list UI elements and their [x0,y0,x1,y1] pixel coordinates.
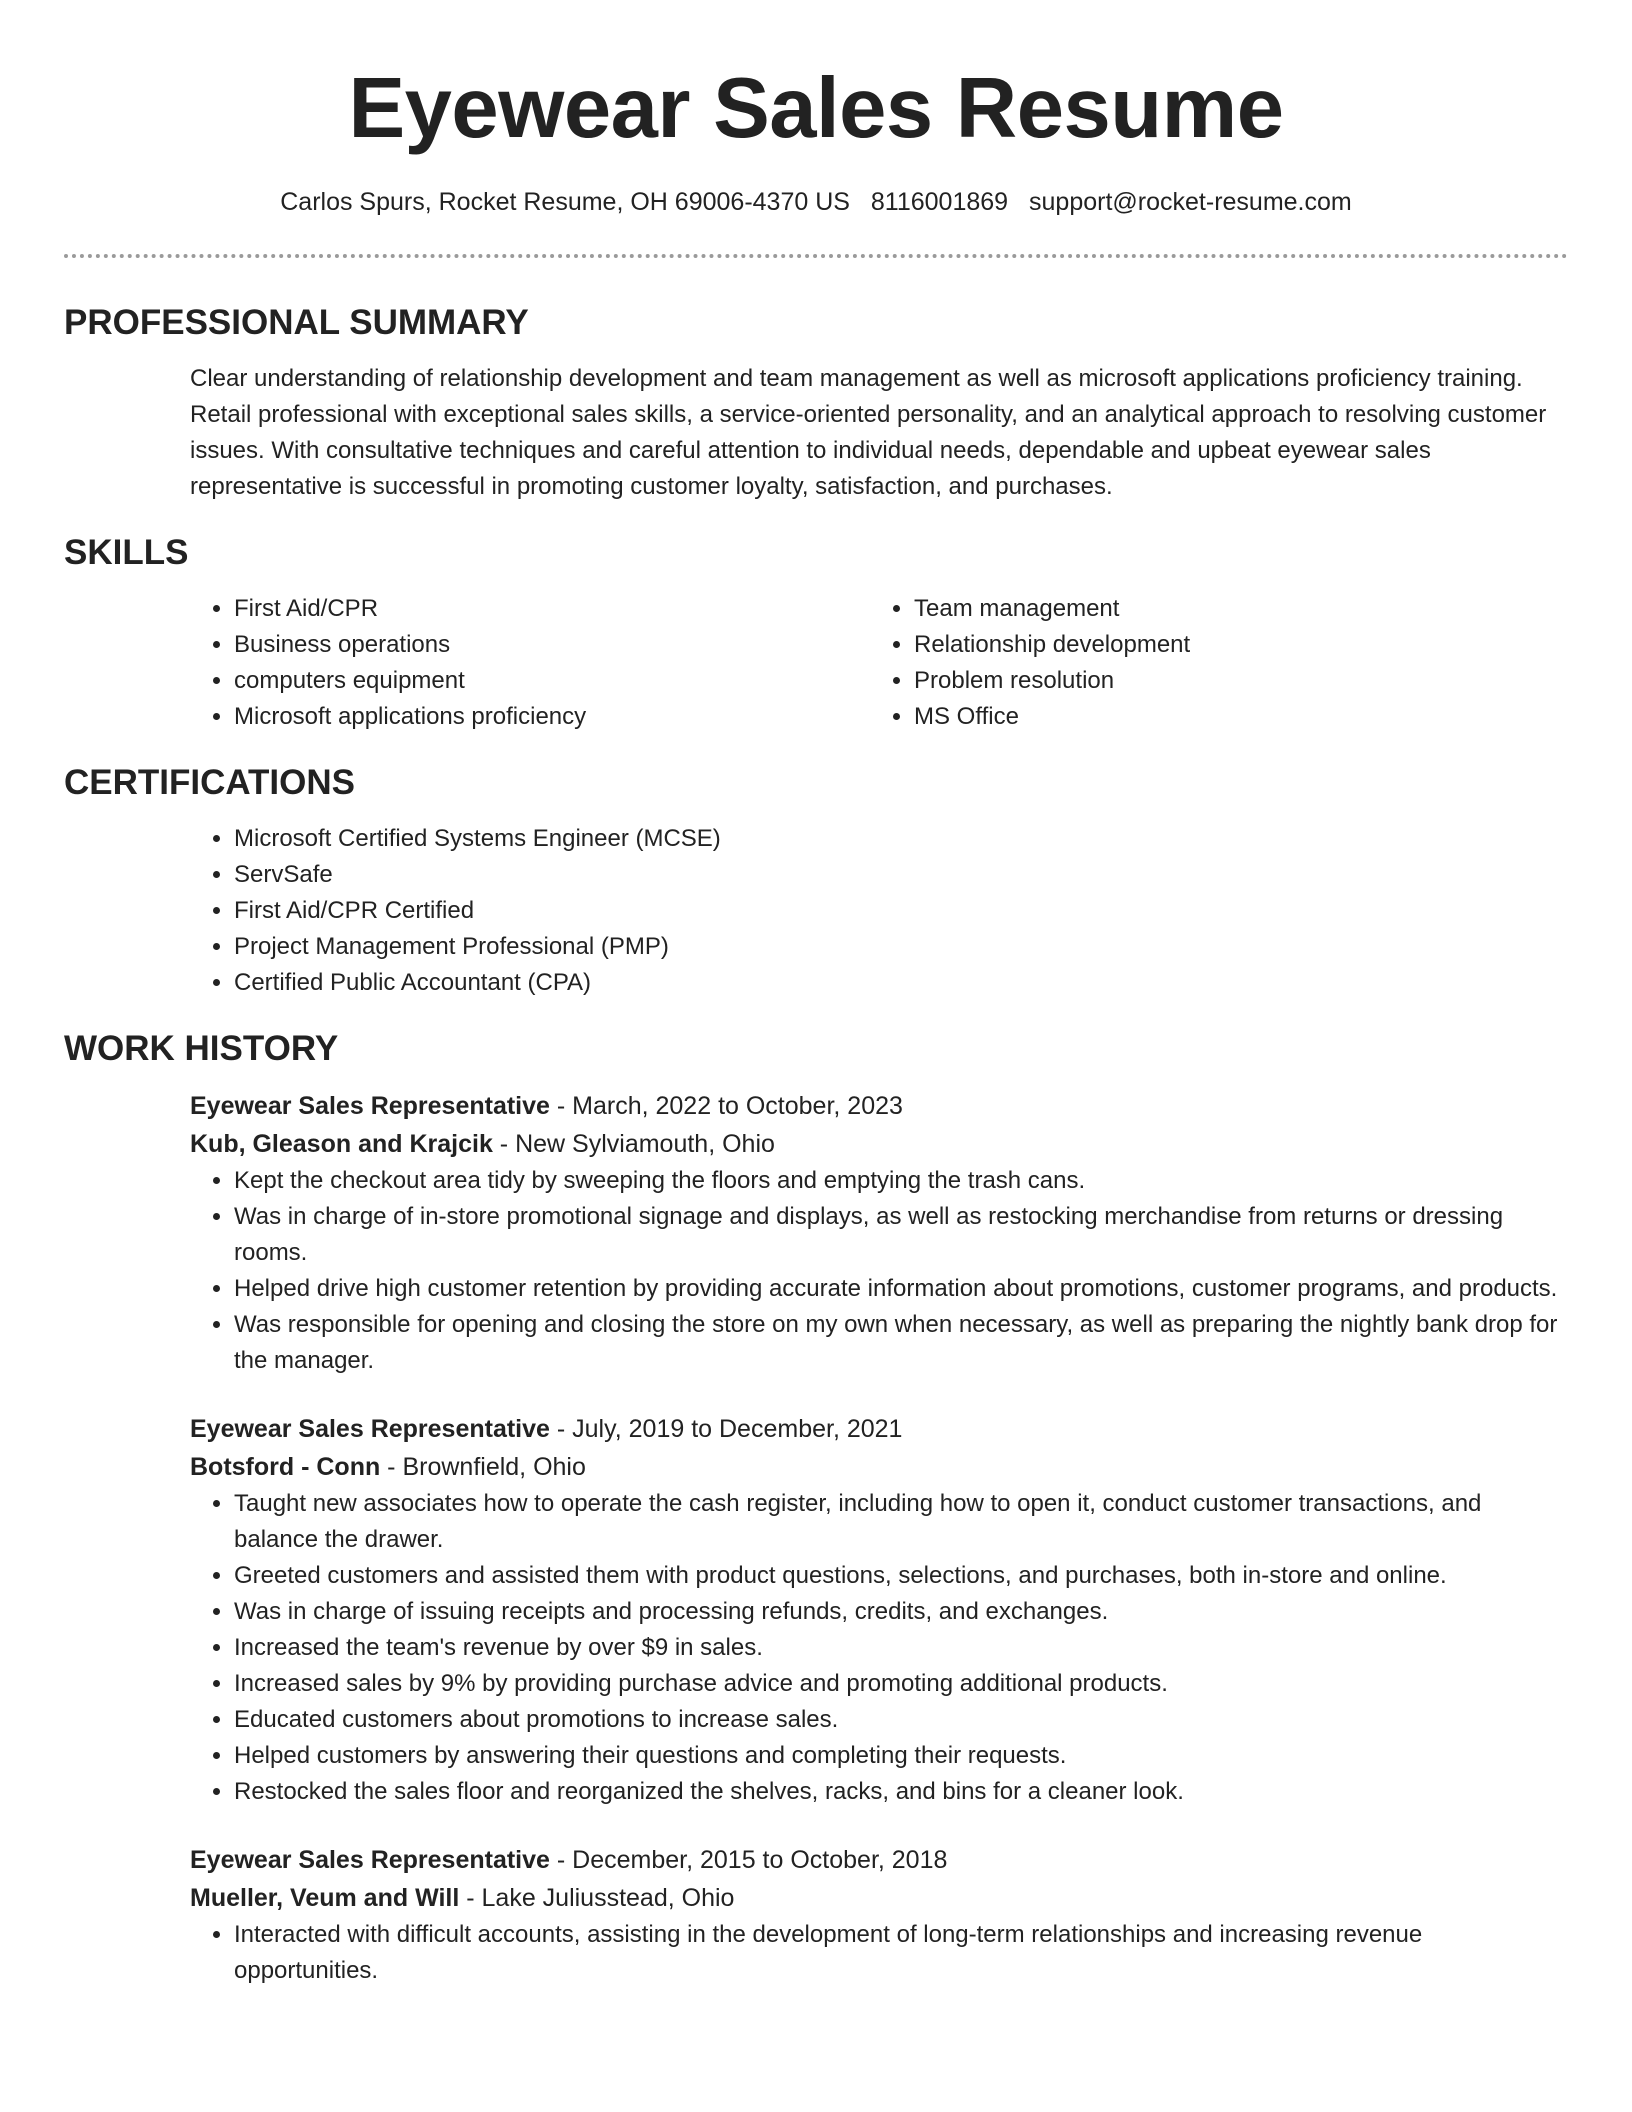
contact-address: Carlos Spurs, Rocket Resume, OH 69006-4370 US [280,188,850,216]
certification-item: • ServSafe [234,857,1568,893]
job-title: Eyewear Sales Representative [190,1092,550,1120]
job-company-line [190,1879,1568,1917]
summary-section [190,361,1568,505]
skills-section [190,591,1568,735]
skills-column-left [190,591,870,735]
skills-heading: SKILLS [64,533,189,572]
job-entry [190,1087,1568,1379]
resume-page [64,0,1568,1989]
job-company-line [190,1125,1568,1163]
job-bullet: • Helped drive high customer retention by providing accurate information about promotions, customer programs, and products. [234,1271,1568,1307]
job-entry [190,1841,1568,1989]
job-bullet: • Educated customers about promotions to increase sales. [234,1702,1568,1738]
skill-item: • Relationship development [914,627,1550,663]
job-company: Botsford - Conn [190,1453,381,1481]
job-title-line [190,1841,1568,1879]
job-bullet: • Kept the checkout area tidy by sweeping the floors and emptying the trash cans. [234,1163,1568,1199]
job-entry [190,1410,1568,1810]
job-location: - New Sylviamouth, Ohio [492,1130,775,1158]
skill-item: • Team management [914,591,1550,627]
certifications-heading: CERTIFICATIONS [64,763,356,802]
job-dates: - December, 2015 to October, 2018 [549,1846,948,1874]
job-bullet: • Was responsible for opening and closing the store on my own when necessary, as well as preparing the nightly bank drop for the manager. [234,1307,1568,1379]
contact-phone: 8116001869 [870,188,1009,216]
job-bullet: • Increased the team's revenue by over $9 in sales. [234,1630,1568,1666]
job-dates: - July, 2019 to December, 2021 [549,1415,903,1443]
job-company: Kub, Gleason and Krajcik [190,1130,493,1158]
contact-email: support@rocket-resume.com [1029,188,1352,216]
job-title: Eyewear Sales Representative [190,1846,550,1874]
job-bullet: • Was in charge of in-store promotional signage and displays, as well as restocking merchandise from returns or dressing rooms. [234,1199,1568,1271]
job-bullet: • Increased sales by 9% by providing purchase advice and promoting additional products. [234,1666,1568,1702]
skill-item: • First Aid/CPR [234,591,870,627]
header-divider [64,254,1568,258]
resume-title: Eyewear Sales Resume [348,61,1284,156]
job-bullet: • Interacted with difficult accounts, assisting in the development of long-term relationships and increasing revenue opportunities. [234,1917,1568,1989]
job-bullet: • Restocked the sales floor and reorganized the shelves, racks, and bins for a cleaner look. [234,1774,1568,1810]
skill-item: • Microsoft applications proficiency [234,699,870,735]
contact-line [64,184,1568,220]
job-title-line [190,1087,1568,1125]
job-company-line [190,1448,1568,1486]
job-location: - Brownfield, Ohio [380,1453,586,1481]
summary-text: Clear understanding of relationship development and team management as well as microsoft applications proficiency training. Retail professional with exceptional sales skills, a service-oriented personality, and an analytical approach to resolving customer issues. With consultative techniques and careful attention to individual needs, dependable and upbeat eyewear sales representative is successful in promoting customer loyalty, satisfaction, and purchases. [190,365,1547,500]
certification-item: • Microsoft Certified Systems Engineer (MCSE) [234,821,1568,857]
skill-item: • Problem resolution [914,663,1550,699]
certification-item: • Project Management Professional (PMP) [234,929,1568,965]
summary-heading: PROFESSIONAL SUMMARY [64,303,529,342]
certification-item: • First Aid/CPR Certified [234,893,1568,929]
job-dates: - March, 2022 to October, 2023 [549,1092,903,1120]
job-company: Mueller, Veum and Will [190,1884,460,1912]
work-history-heading: WORK HISTORY [64,1029,339,1068]
skill-item: • MS Office [914,699,1550,735]
job-title: Eyewear Sales Representative [190,1415,550,1443]
job-bullet: • Taught new associates how to operate the cash register, including how to open it, conduct customer transactions, and balance the drawer. [234,1486,1568,1558]
job-location: - Lake Juliusstead, Ohio [459,1884,735,1912]
skill-item: • computers equipment [234,663,870,699]
job-bullet: • Was in charge of issuing receipts and processing refunds, credits, and exchanges. [234,1594,1568,1630]
job-bullet: • Helped customers by answering their questions and completing their requests. [234,1738,1568,1774]
certification-item: • Certified Public Accountant (CPA) [234,965,1568,1001]
job-title-line [190,1410,1568,1448]
certifications-section [190,821,1568,1001]
skill-item: • Business operations [234,627,870,663]
job-bullet: • Greeted customers and assisted them with product questions, selections, and purchases, both in-store and online. [234,1558,1568,1594]
skills-column-right [870,591,1550,735]
